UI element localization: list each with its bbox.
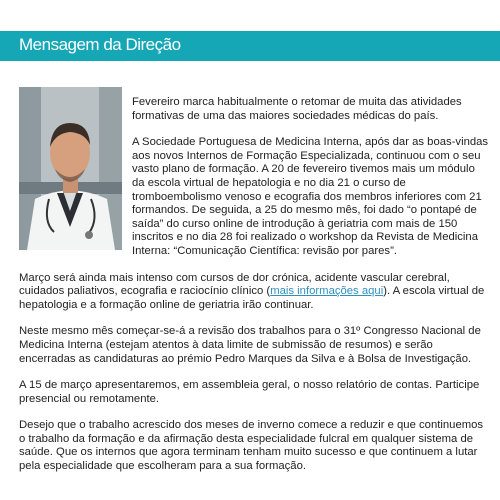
paragraph-3-end: ). A escola virtual de hepatologia e a formação online de geriatria irão continuar. [19,285,485,311]
paragraph-4: Neste mesmo mês começar-se-á a revisão dos trabalhos para o 31º Congresso Nacional de Medicina Interna (estejam atentos à data limite de submissão de resumos) e serão encerradas as candidaturas ao prémio Pedro Marques da Silva e à Bolsa de Investigação. [19,325,481,365]
paragraph-5: A 15 de março apresentaremos, em assembleia geral, o nosso relatório de contas. Participe presencial ou remotamente. [19,379,480,405]
more-info-link[interactable]: mais informações aqui [270,285,384,298]
paragraph-3 [19,272,490,313]
section-header [0,31,500,61]
paragraph-6: Desejo que o trabalho acrescido dos meses de inverno comece a reduzir e que continuemos o trabalho da formação e da afirmação desta especialidade fulcral em qualquer sistema de saúde. Que os internos que agora terminam tenham muito sucesso e que continuem a lutar pela especialidade que escolheram para a sua formação. [19,419,484,473]
section-title: Mensagem da Direção [19,35,181,54]
photo-spacer [19,96,132,256]
message-body [19,96,490,487]
paragraph-2: A Sociedade Portuguesa de Medicina Interna, após dar as boas-vindas aos novos Internos de Formação Especializada, continuou com o seu vasto plano de formação. A 20 de fevereiro tivemos mais um módulo da escola virtual de hepatologia e no dia 21 o curso de tromboembolismo venoso e ecografia dos membros inferiores com 21 formandos. De seguida, a 25 do mesmo mês, foi dado “o pontapé de saída” do curso online de introdução à geriatria com mais de 150 inscritos e no dia 28 foi realizado o workshop da Revista de Medicina Interna: “Comunicação Científica: revisão por pares”. [132,136,489,257]
paragraph-1: Fevereiro marca habitualmente o retomar de muita das atividades formativas de uma das maiores sociedades médicas do país. [132,96,462,122]
paragraph-3-start: Março será ainda mais intenso com cursos de dor crónica, acidente vascular cerebral, cuidados paliativos, ecografia e raciocínio clínico ( [19,271,450,298]
